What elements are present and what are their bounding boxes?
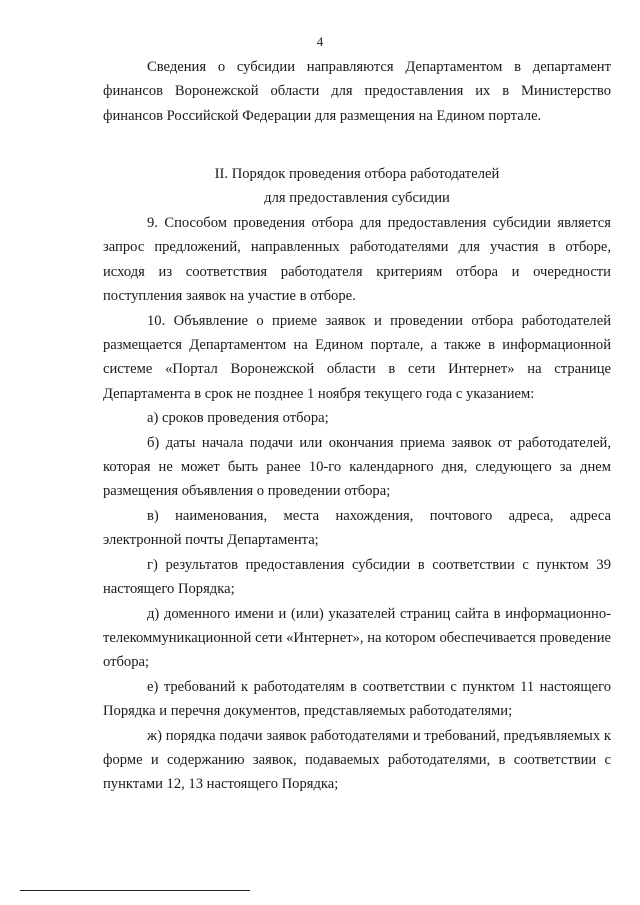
intro-paragraph: Сведения о субсидии направляются Департаментом в департамент финансов Воронежской области для предоставления их в Министерство финансов Российской Федерации для размещения на Едином портале. xyxy=(103,59,611,124)
paragraph-9: 9. Способом проведения отбора для предоставления субсидии является запрос предложений, направленных работодателями для участия в отборе, исходя из соответствия работодателя критериям отбора и очередности поступления заявок на участие в отборе. xyxy=(103,215,611,305)
body-text xyxy=(103,211,611,797)
intro-paragraph-block xyxy=(103,55,611,128)
section-heading-line-2: для предоставления субсидии xyxy=(264,190,450,207)
list-item-d: д) доменного имени и (или) указателей страниц сайта в информационно-телекоммуникационной сети «Интернет», на котором обеспечивается проведение отбора; xyxy=(103,605,611,671)
section-heading xyxy=(103,162,611,211)
list-item-a: а) сроков проведения отбора; xyxy=(147,410,329,427)
footer-divider xyxy=(20,890,250,891)
section-heading-line-1: II. Порядок проведения отбора работодателей xyxy=(214,166,500,182)
list-item-g: г) результатов предоставления субсидии в соответствии с пунктом 39 настоящего Порядка; xyxy=(103,556,611,598)
paragraph-10: 10. Объявление о приеме заявок и проведении отбора работодателей размещается Департаментом на Едином портале, а также в информационной системе «Портал Воронежской области в сети Интернет» на странице Департамента в срок не позднее 1 ноября текущего года с указанием: xyxy=(103,312,611,402)
list-item-zh: ж) порядка подачи заявок работодателями и требований, предъявляемых к форме и содержанию заявок, подаваемых работодателями, в соответствии с пунктами 12, 13 настоящего Порядка; xyxy=(103,727,611,793)
list-item-b: б) даты начала подачи или окончания приема заявок от работодателей, которая не может быть ранее 10-го календарного дня, следующего за днем размещения объявления о проведении отбора; xyxy=(103,434,611,500)
list-item-v: в) наименования, места нахождения, почтового адреса, адреса электронной почты Департамента; xyxy=(103,507,611,549)
page-number: 4 xyxy=(316,34,324,49)
list-item-e: е) требований к работодателям в соответствии с пунктом 11 настоящего Порядка и перечня документов, представляемых работодателями; xyxy=(103,678,611,720)
